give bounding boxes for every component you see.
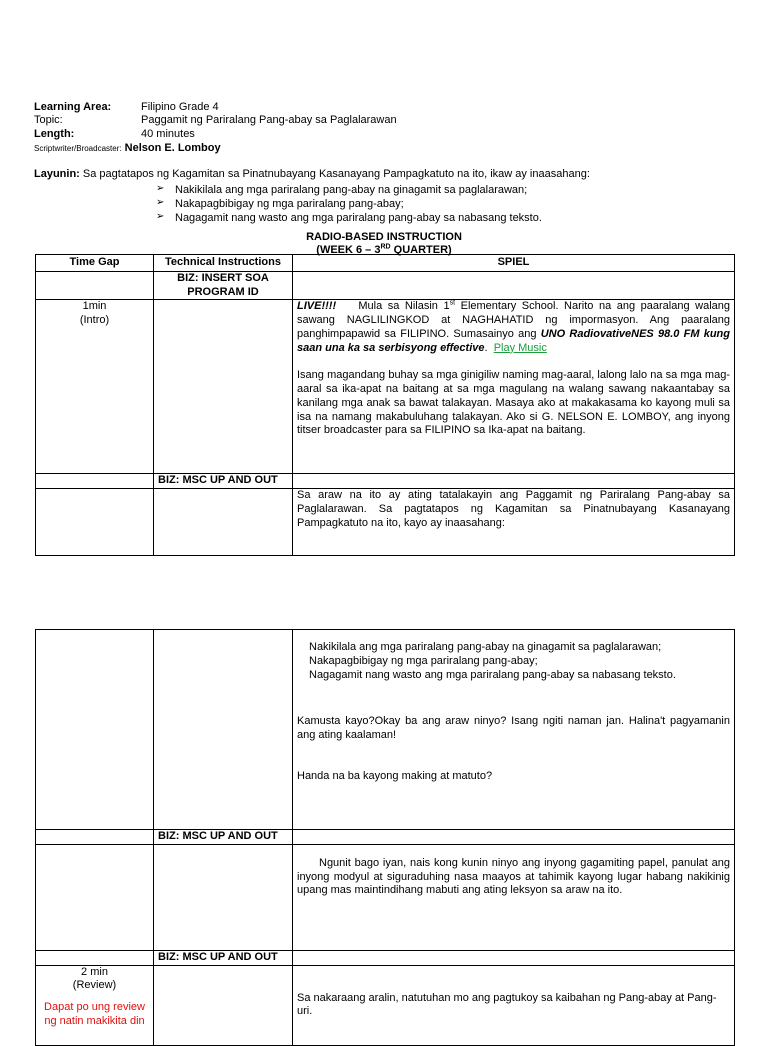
topic-label: Topic: [34,114,63,126]
topic-value: Paggamit ng Pariralang Pang-abay sa Paglalarawan [141,114,397,126]
arrow-bullet-icon: ➢ [156,211,165,222]
biz-msc-cell: BIZ: MSC UP AND OUT [154,830,293,845]
table-row [36,830,735,845]
arrow-bullet-icon: ➢ [156,183,165,194]
script-table-1 [35,254,735,556]
objective-item: ➢ Nagagamit nang wasto ang mga pariralang pang-abay sa nabasang teksto. [156,211,542,224]
review-note: Dapat po ung review ng natin makikita din [44,1001,145,1027]
intro-time-cell: 1min (Intro) [36,300,154,474]
time-gap-header: Time Gap [36,255,154,272]
objective-item: ➢ Nakapagbibigay ng mga pariralang pang-abay; [156,197,404,210]
technical-instructions-header: Technical Instructions [154,255,293,272]
spiel-cell: Nakikilala ang mga pariralang pang-abay na ginagamit sa paglalarawan; Nakapagbibigay ng mga pariralang pang-abay; Nagagamit nang wasto ang mga pariralang pang-abay sa nabasang teksto. Kamusta kayo?Okay ba ang araw ninyo? Isang ngiti naman jan. Halina't pagyamanin ang ating kaalaman! Handa na ba kayong making at matuto? [293,630,735,830]
review-spiel-cell: Sa nakaraang aralin, natutuhan mo ang pagtukoy sa kaibahan ng Pang-abay at Pang-uri. [293,965,735,1045]
table-row [36,965,735,1045]
spiel-header: SPIEL [293,255,735,272]
arrow-bullet-icon: ➢ [156,197,165,208]
table-row [36,271,735,300]
objective-item: ➢ Nakikilala ang mga pariralang pang-abay na ginagamit sa paglalarawan; [156,183,528,196]
table-row [36,950,735,965]
table-row [36,630,735,830]
table-row [36,844,735,950]
biz-insert-cell: BIZ: INSERT SOA PROGRAM ID [154,271,293,300]
length-value: 40 minutes [141,128,195,140]
scriptwriter-value: Nelson E. Lomboy [124,142,221,154]
objectives-intro: Layunin: Sa pagtatapos ng Kagamitan sa Pinatnubayang Kasanayang Pampagkatuto na ito, ikaw ay inaasahang: [34,168,590,180]
learning-area-label: Learning Area: [34,101,112,113]
document-subtitle: (WEEK 6 – 3RD QUARTER) [316,243,452,256]
length-label: Length: [34,128,75,140]
learning-area-value: Filipino Grade 4 [141,101,219,113]
table-row [36,474,735,489]
table-header-row [36,255,735,272]
spiel-cell: Sa araw na ito ay ating tatalakayin ang Paggamit ng Pariralang Pang-abay sa Paglalarawan. Sa pagtatapos ng Kagamitan sa Pinatnubayang Kasanayang Pampagkatuto na ito, kayo ay inaasahang: [293,489,735,556]
document-title: RADIO-BASED INSTRUCTION [306,231,462,243]
scriptwriter-label: Scriptwriter/Broadcaster: [34,144,122,153]
biz-msc-cell: BIZ: MSC UP AND OUT [154,474,293,489]
intro-spiel-cell: LIVE!!!! Mula sa Nilasin 1st Elementary School. Narito na ang paaralang walang sawang NAGLILINGKOD at NAGHAHATID ng impormasyon. Ang paaralang panghimpapawid sa FILIPINO. Sumasainyo ang UNO RadiovativeNES 98.0 FM kung saan una ka sa serbisyong effective. Play Music Isang magandang buhay sa mga ginigiliw naming mag-aaral, lalong lalo na sa mga mag-aaral sa ika-apat na baitang at sa mga magulang na walang sawang nakaantabay sa kanilang mga anak sa bawat talakayan. Masaya ako at makakasama ko kayong muli sa isa na namang makabuluhang talakayan. Ako si G. NELSON E. LOMBOY, ang inyong titser broadcaster para sa FILIPINO sa Ika-apat na baitang. [293,300,735,474]
table-row [36,489,735,556]
review-time-cell: 2 min (Review) Dapat po ung review ng natin makikita din [36,965,154,1045]
play-music-link[interactable]: Play Music [493,341,547,354]
script-table-2 [35,629,735,1046]
biz-msc-cell: BIZ: MSC UP AND OUT [154,950,293,965]
scriptwriter-row [34,142,221,156]
table-row [36,300,735,474]
spiel-cell: Ngunit bago iyan, nais kong kunin ninyo ang inyong gagamiting papel, panulat ang inyong modyul at siguraduhing nasa maayos at tahimik kayong lugar habang nakikinig upang mas maintindihang mabuti ang ating leksyon sa araw na ito. [293,844,735,950]
